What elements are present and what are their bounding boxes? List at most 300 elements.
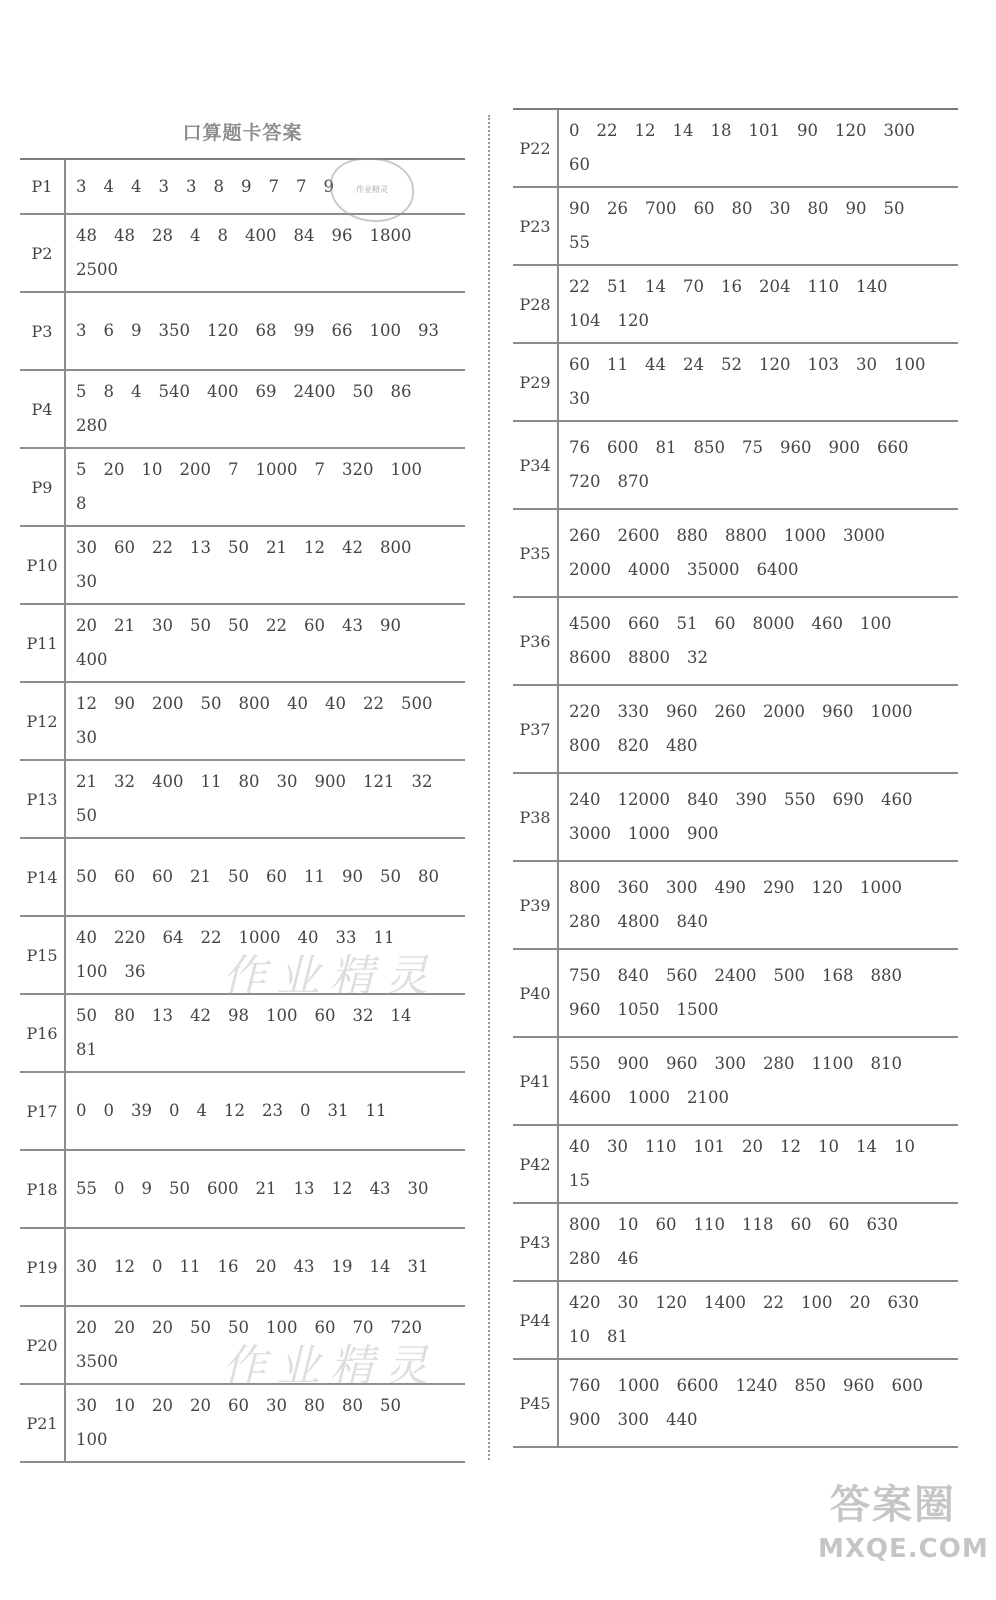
answer-value: 560: [666, 966, 698, 985]
answer-value: 51: [607, 277, 628, 296]
answer-value: 630: [887, 1293, 919, 1312]
answer-value: 840: [687, 790, 719, 809]
table-row: [513, 344, 958, 422]
answer-value: 460: [811, 614, 843, 633]
answer-value: 21: [190, 867, 211, 886]
answer-value: 80: [731, 199, 753, 218]
answer-value: 10: [114, 1396, 135, 1415]
answer-value: 36: [124, 962, 146, 981]
answer-value: 200: [179, 460, 211, 479]
page-number: P16: [26, 1023, 58, 1043]
answer-value: 0: [569, 121, 580, 140]
answer-value: 60: [569, 155, 590, 174]
answer-value: 31: [407, 1257, 429, 1276]
page-number: P38: [519, 807, 551, 827]
answer-value: 400: [245, 226, 277, 245]
answer-values: [557, 1360, 958, 1446]
answer-value: 4600: [569, 1088, 611, 1107]
answer-value: 6400: [756, 560, 799, 579]
answer-value: 28: [152, 226, 173, 245]
answer-value: 4: [196, 1101, 207, 1120]
answer-values: [64, 1229, 465, 1305]
answer-value: 51: [676, 614, 698, 633]
table-row: [513, 110, 958, 188]
answer-value: 9: [323, 176, 334, 196]
table-row: [20, 449, 465, 527]
answer-value: 90: [380, 616, 401, 635]
answer-value: 98: [228, 1006, 249, 1025]
answer-value: 80: [238, 772, 260, 791]
page-number: P35: [519, 543, 551, 563]
answer-values: [64, 1073, 465, 1149]
answer-value: 490: [714, 878, 746, 897]
answer-values: [64, 293, 465, 369]
answer-values: [64, 1385, 465, 1461]
answer-value: 14: [645, 277, 666, 296]
answer-value: 800: [569, 1215, 601, 1234]
page-number: P34: [519, 455, 551, 475]
answer-value: 5: [76, 382, 87, 401]
table-row: [513, 1204, 958, 1282]
answer-value: 32: [687, 648, 708, 667]
answer-value: 120: [617, 311, 649, 330]
answer-value: 86: [390, 382, 412, 401]
answer-values: [557, 1282, 958, 1358]
answer-value: 10: [569, 1327, 590, 1346]
answer-value: 30: [856, 355, 877, 374]
page-number: P4: [31, 399, 53, 419]
answer-value: 60: [228, 1396, 249, 1415]
answer-value: 960: [780, 438, 812, 457]
answer-values: [64, 917, 465, 993]
answer-value: 75: [742, 438, 763, 457]
answer-values: [557, 862, 958, 948]
answer-value: 20: [742, 1137, 763, 1156]
answer-value: 8800: [628, 648, 670, 667]
answer-value: 4: [190, 226, 201, 245]
answer-value: 60: [266, 867, 287, 886]
answer-value: 11: [179, 1257, 201, 1276]
page-number: P19: [26, 1257, 58, 1277]
answer-value: 81: [76, 1040, 97, 1059]
page-number: P1: [31, 177, 53, 196]
answer-value: 90: [797, 121, 818, 140]
answer-value: 7: [314, 460, 325, 479]
page-number: P42: [519, 1154, 551, 1174]
answer-value: 20: [76, 616, 97, 635]
answer-value: 20: [103, 460, 125, 479]
answer-value: 0: [300, 1101, 311, 1120]
answer-values: [64, 683, 465, 759]
page-title: 口算题卡答案: [182, 122, 303, 144]
answer-value: 4500: [569, 614, 611, 633]
answer-value: 2400: [714, 966, 757, 985]
answer-value: 5: [76, 460, 87, 479]
answer-value: 960: [843, 1376, 875, 1395]
answer-value: 22: [763, 1293, 784, 1312]
answer-value: 700: [645, 199, 677, 218]
answer-value: 40: [76, 928, 97, 947]
answer-value: 118: [742, 1215, 774, 1234]
page-number: P41: [519, 1071, 551, 1091]
answer-value: 70: [352, 1318, 374, 1337]
answer-value: 50: [228, 538, 249, 557]
answer-value: 30: [607, 1137, 628, 1156]
answer-value: 2000: [569, 560, 611, 579]
table-row: [20, 1073, 465, 1151]
answer-value: 14: [672, 121, 694, 140]
answer-value: 500: [401, 694, 433, 713]
answer-value: 80: [114, 1006, 135, 1025]
answer-value: 43: [293, 1257, 315, 1276]
answer-value: 110: [645, 1137, 677, 1156]
answer-value: 60: [114, 867, 135, 886]
answer-value: 50: [228, 616, 249, 635]
answer-value: 11: [373, 928, 395, 947]
answer-value: 15: [569, 1171, 590, 1190]
right-answer-table: [513, 108, 958, 1448]
page-number: P9: [31, 477, 53, 497]
answer-value: 30: [407, 1179, 429, 1198]
answer-value: 30: [276, 772, 298, 791]
answer-value: 8600: [569, 648, 611, 667]
answer-value: 8: [76, 494, 87, 513]
answer-value: 20: [849, 1293, 871, 1312]
table-row: [20, 995, 465, 1073]
answer-value: 660: [628, 614, 660, 633]
answer-value: 110: [807, 277, 839, 296]
answer-value: 20: [255, 1257, 277, 1276]
answer-value: 30: [76, 538, 97, 557]
page-number: P45: [519, 1393, 551, 1413]
answer-value: 280: [76, 416, 108, 435]
answer-value: 11: [607, 355, 628, 374]
page-number: P39: [519, 895, 551, 915]
answer-value: 101: [748, 121, 780, 140]
answer-value: 880: [676, 526, 708, 545]
answer-value: 84: [293, 226, 315, 245]
table-row: [20, 293, 465, 371]
answer-value: 20: [152, 1396, 173, 1415]
answer-value: 960: [569, 1000, 601, 1019]
answer-value: 320: [342, 460, 374, 479]
answer-value: 6600: [676, 1376, 719, 1395]
page-number: P21: [26, 1413, 58, 1433]
answer-value: 40: [297, 928, 319, 947]
answer-value: 18: [710, 121, 732, 140]
answer-value: 20: [76, 1318, 97, 1337]
table-row: [513, 774, 958, 862]
answer-value: 900: [687, 824, 719, 843]
answer-value: 23: [262, 1101, 283, 1120]
page-number: P36: [519, 631, 551, 651]
answer-values: [557, 510, 958, 596]
answer-value: 32: [411, 772, 433, 791]
answer-value: 10: [617, 1215, 639, 1234]
answer-values: [557, 344, 958, 420]
answer-value: 960: [666, 702, 698, 721]
page-number: P2: [31, 243, 53, 263]
answer-value: 30: [266, 1396, 287, 1415]
watermark-1: 作业精灵: [222, 951, 438, 1002]
answer-value: 280: [569, 912, 601, 931]
answer-value: 2000: [763, 702, 805, 721]
answer-value: 30: [76, 728, 97, 747]
answer-value: 1240: [735, 1376, 778, 1395]
answer-value: 9: [131, 321, 142, 340]
answer-value: 540: [158, 382, 190, 401]
answer-value: 120: [811, 878, 843, 897]
answer-value: 850: [693, 438, 725, 457]
answer-values: [557, 598, 958, 684]
answer-value: 8000: [752, 614, 795, 633]
answer-value: 60: [655, 1215, 677, 1234]
answer-value: 880: [870, 966, 902, 985]
answer-value: 600: [891, 1376, 923, 1395]
answer-value: 50: [76, 806, 97, 825]
table-row: [20, 917, 465, 995]
answer-value: 0: [169, 1101, 180, 1120]
answer-value: 840: [617, 966, 649, 985]
answer-value: 600: [607, 438, 639, 457]
table-row: [513, 510, 958, 598]
answer-value: 103: [807, 355, 839, 374]
answer-value: 800: [238, 694, 270, 713]
dotted-divider: [488, 115, 490, 1460]
answer-value: 14: [856, 1137, 877, 1156]
answer-value: 81: [607, 1327, 628, 1346]
table-row: [20, 839, 465, 917]
answer-value: 1500: [676, 1000, 719, 1019]
answer-value: 720: [390, 1318, 422, 1337]
answer-value: 20: [190, 1396, 211, 1415]
answer-value: 10: [894, 1137, 915, 1156]
answer-value: 43: [369, 1179, 391, 1198]
answer-value: 31: [327, 1101, 349, 1120]
answer-value: 120: [759, 355, 791, 374]
table-row: [513, 266, 958, 344]
table-row: [513, 1038, 958, 1126]
answer-values: [64, 1307, 465, 1383]
table-row: [513, 862, 958, 950]
answer-value: 1400: [704, 1293, 746, 1312]
answer-value: 90: [569, 199, 590, 218]
answer-value: 30: [152, 616, 173, 635]
answer-value: 11: [304, 867, 325, 886]
answer-value: 30: [76, 572, 97, 591]
answer-value: 9: [241, 176, 252, 196]
answer-value: 22: [569, 277, 590, 296]
answer-value: 440: [666, 1410, 698, 1429]
answer-value: 720: [569, 472, 601, 491]
answer-value: 60: [114, 538, 135, 557]
answer-value: 100: [266, 1006, 298, 1025]
stamp-text: 作业精灵: [356, 185, 388, 194]
answer-value: 26: [607, 199, 628, 218]
table-row: [20, 371, 465, 449]
answer-values: [64, 449, 465, 525]
answer-value: 0: [103, 1101, 114, 1120]
answer-value: 870: [617, 472, 649, 491]
answer-value: 30: [769, 199, 791, 218]
page-number: P29: [519, 372, 551, 392]
answer-value: 280: [763, 1054, 795, 1073]
answer-value: 100: [76, 1430, 108, 1449]
answer-value: 800: [569, 736, 601, 755]
answer-value: 20: [152, 1318, 173, 1337]
table-row: [513, 1282, 958, 1360]
answer-value: 21: [255, 1179, 277, 1198]
answer-value: 0: [152, 1257, 163, 1276]
page-number: P10: [26, 555, 58, 575]
page-number: P43: [519, 1232, 551, 1252]
answer-value: 101: [693, 1137, 725, 1156]
page-number: P18: [26, 1179, 58, 1199]
page-number: P37: [519, 719, 551, 739]
table-row: [513, 686, 958, 774]
answer-value: 60: [304, 616, 325, 635]
answer-value: 104: [569, 311, 601, 330]
answer-value: 100: [894, 355, 926, 374]
answer-values: [557, 686, 958, 772]
table-row: [20, 683, 465, 761]
answer-value: 3: [186, 176, 197, 196]
answer-value: 21: [266, 538, 287, 557]
answer-value: 12: [780, 1137, 801, 1156]
answer-value: 840: [676, 912, 708, 931]
answer-value: 1000: [238, 928, 281, 947]
answer-value: 750: [569, 966, 601, 985]
answer-value: 22: [363, 694, 384, 713]
table-row: [513, 188, 958, 266]
answer-value: 40: [569, 1137, 590, 1156]
page-number: P28: [519, 294, 551, 314]
answer-value: 50: [76, 1006, 97, 1025]
table-row: [513, 1360, 958, 1448]
answer-value: 20: [114, 1318, 135, 1337]
answer-value: 90: [114, 694, 135, 713]
answer-values: [64, 371, 465, 447]
answer-value: 22: [266, 616, 287, 635]
answer-value: 60: [693, 199, 715, 218]
answer-value: 90: [342, 867, 363, 886]
answer-value: 50: [190, 1318, 211, 1337]
answer-value: 14: [369, 1257, 391, 1276]
answer-value: 12: [224, 1101, 245, 1120]
answer-value: 660: [877, 438, 909, 457]
page-number: P17: [26, 1101, 58, 1121]
answer-value: 600: [207, 1179, 239, 1198]
answer-value: 1800: [369, 226, 412, 245]
answer-value: 140: [856, 277, 888, 296]
answer-values: [557, 188, 958, 264]
answer-value: 12: [76, 694, 97, 713]
answer-value: 350: [158, 321, 190, 340]
answer-value: 21: [114, 616, 135, 635]
answer-values: [64, 215, 465, 291]
answer-value: 50: [352, 382, 374, 401]
answer-value: 12: [634, 121, 656, 140]
answer-value: 4: [131, 382, 142, 401]
answer-value: 550: [569, 1054, 601, 1073]
answer-value: 60: [569, 355, 590, 374]
table-row: [513, 1126, 958, 1204]
answer-value: 90: [845, 199, 867, 218]
answer-value: 900: [569, 1410, 601, 1429]
answer-value: 120: [207, 321, 239, 340]
answer-value: 80: [418, 867, 439, 886]
answer-values: [64, 527, 465, 603]
answer-value: 260: [569, 526, 601, 545]
answer-value: 12000: [617, 790, 670, 809]
answer-value: 280: [569, 1249, 601, 1268]
answer-values: [557, 774, 958, 860]
answer-value: 10: [818, 1137, 839, 1156]
answer-value: 50: [169, 1179, 190, 1198]
page-number: P13: [26, 789, 58, 809]
answer-value: 7: [296, 176, 307, 196]
answer-values: [64, 1151, 465, 1227]
answer-values: [64, 761, 465, 837]
page-number: P20: [26, 1335, 58, 1355]
answer-value: 3000: [569, 824, 611, 843]
answer-value: 390: [735, 790, 767, 809]
answer-value: 480: [666, 736, 698, 755]
table-row: [513, 422, 958, 510]
answer-value: 96: [331, 226, 353, 245]
answer-value: 50: [76, 867, 97, 886]
answer-value: 1000: [255, 460, 298, 479]
answer-value: 70: [683, 277, 704, 296]
answer-value: 8800: [725, 526, 767, 545]
answer-value: 630: [866, 1215, 898, 1234]
answer-value: 44: [645, 355, 666, 374]
answer-value: 3: [158, 176, 169, 196]
left-answer-table: [20, 158, 465, 1463]
answer-value: 13: [190, 538, 211, 557]
answer-value: 80: [342, 1396, 363, 1415]
answer-value: 12: [331, 1179, 353, 1198]
answer-value: 12: [114, 1257, 135, 1276]
answer-value: 32: [352, 1006, 374, 1025]
answer-value: 50: [380, 867, 401, 886]
answer-values: [64, 605, 465, 681]
answer-value: 400: [76, 650, 108, 669]
answer-value: 39: [131, 1101, 152, 1120]
table-row: [20, 1151, 465, 1229]
answer-value: 80: [304, 1396, 325, 1415]
answer-value: 760: [569, 1376, 601, 1395]
answer-value: 66: [331, 321, 353, 340]
answer-values: [64, 839, 465, 915]
answer-value: 55: [76, 1179, 97, 1198]
answer-value: 1000: [870, 702, 913, 721]
answer-value: 76: [569, 438, 590, 457]
answer-value: 420: [569, 1293, 601, 1312]
answer-value: 100: [860, 614, 892, 633]
answer-value: 168: [822, 966, 854, 985]
answer-value: 50: [883, 199, 905, 218]
answer-value: 42: [342, 538, 363, 557]
corner-logo-line2: MXQE.COM: [818, 1534, 989, 1564]
answer-value: 2100: [687, 1088, 729, 1107]
answer-value: 16: [721, 277, 742, 296]
answer-value: 820: [617, 736, 649, 755]
answer-value: 60: [714, 614, 736, 633]
page-number: P11: [26, 633, 58, 653]
answer-value: 0: [76, 1101, 87, 1120]
answer-value: 800: [569, 878, 601, 897]
